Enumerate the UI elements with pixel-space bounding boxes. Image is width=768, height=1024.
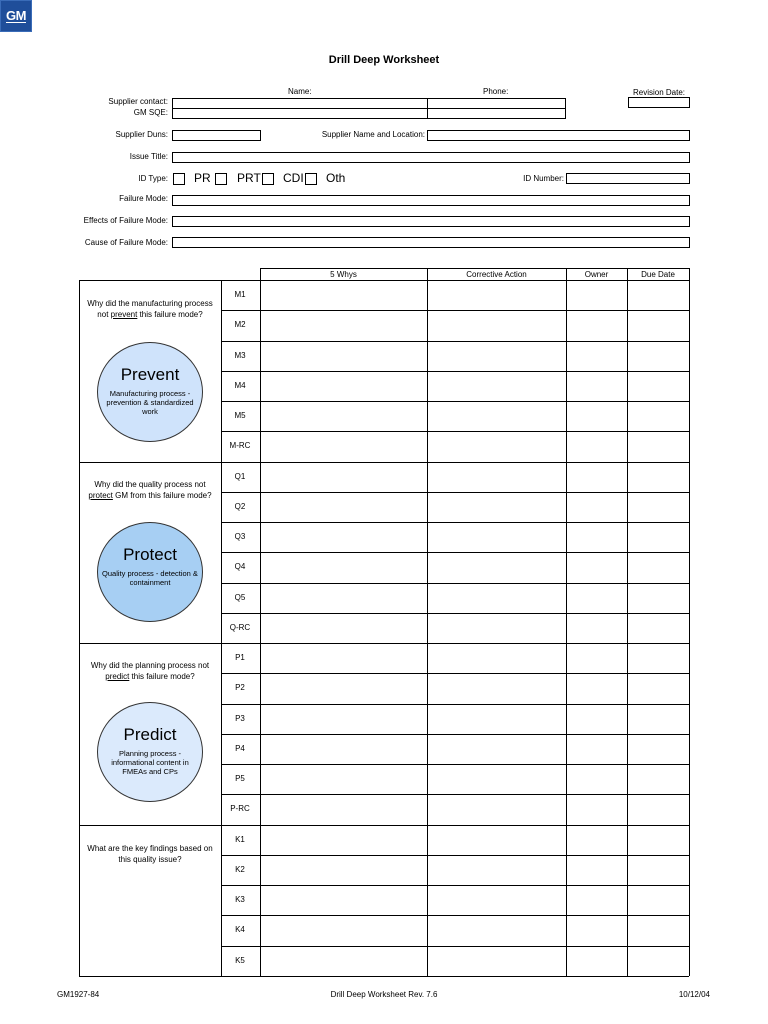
why-cell[interactable] <box>261 432 427 461</box>
row-label: Q-RC <box>229 622 251 632</box>
owner-cell[interactable] <box>567 674 627 703</box>
col-header-5-whys: 5 Whys <box>330 270 357 279</box>
failure-mode-label: Failure Mode: <box>119 194 168 203</box>
id-type-cdi-checkbox[interactable] <box>262 173 274 185</box>
due-date-cell[interactable] <box>628 493 689 522</box>
why-cell[interactable] <box>261 735 427 764</box>
owner-cell[interactable] <box>567 947 627 976</box>
id-type-prt-checkbox[interactable] <box>215 173 227 185</box>
row-label: K2 <box>235 864 245 874</box>
grid-header-top-line <box>260 268 689 269</box>
corrective-action-cell[interactable] <box>428 523 566 552</box>
prevent-question: Why did the manufacturing process not prevent this failure mode? <box>87 299 213 319</box>
cause-field[interactable] <box>172 237 690 248</box>
corrective-action-cell[interactable] <box>428 765 566 794</box>
due-date-cell[interactable] <box>628 644 689 673</box>
why-cell[interactable] <box>261 674 427 703</box>
due-date-cell[interactable] <box>628 886 689 915</box>
phone-label: Phone: <box>483 87 509 96</box>
id-type-pr-checkbox[interactable] <box>173 173 185 185</box>
owner-cell[interactable] <box>567 584 627 613</box>
due-date-cell[interactable] <box>628 795 689 824</box>
owner-cell[interactable] <box>567 523 627 552</box>
owner-cell[interactable] <box>567 795 627 824</box>
owner-cell[interactable] <box>567 765 627 794</box>
form-date: 10/12/04 <box>678 990 710 999</box>
row-label: K1 <box>235 834 245 844</box>
owner-cell[interactable] <box>567 886 627 915</box>
id-type-pr-label: PR <box>194 171 211 185</box>
corrective-action-cell[interactable] <box>428 432 566 461</box>
due-date-cell[interactable] <box>628 916 689 945</box>
why-cell[interactable] <box>261 947 427 976</box>
owner-cell[interactable] <box>567 826 627 855</box>
row-label: M2 <box>234 320 246 330</box>
gm-sqe-label: GM SQE: <box>133 108 168 117</box>
grid-right-line <box>689 268 690 976</box>
why-cell[interactable] <box>261 795 427 824</box>
grid-left-line <box>79 280 80 976</box>
form-number: GM1927-84 <box>57 990 100 999</box>
why-cell[interactable] <box>261 463 427 492</box>
form-revision: Drill Deep Worksheet Rev. 7.6 <box>330 990 438 999</box>
why-cell[interactable] <box>261 523 427 552</box>
why-cell[interactable] <box>261 826 427 855</box>
supplier-name-location-label: Supplier Name and Location: <box>321 130 425 139</box>
supplier-name-location-field[interactable] <box>427 130 690 141</box>
owner-cell[interactable] <box>567 735 627 764</box>
corrective-action-cell[interactable] <box>428 493 566 522</box>
due-date-cell[interactable] <box>628 523 689 552</box>
owner-cell[interactable] <box>567 705 627 734</box>
corrective-action-cell[interactable] <box>428 826 566 855</box>
why-cell[interactable] <box>261 402 427 431</box>
corrective-action-cell[interactable] <box>428 705 566 734</box>
corrective-action-cell[interactable] <box>428 916 566 945</box>
due-date-cell[interactable] <box>628 856 689 885</box>
section-divider-line <box>79 976 689 977</box>
owner-cell[interactable] <box>567 463 627 492</box>
id-type-oth-label: Oth <box>326 171 346 185</box>
supplier-duns-label: Supplier Duns: <box>115 130 168 139</box>
protect-circle <box>97 522 203 622</box>
revision-date-field[interactable] <box>628 97 690 108</box>
corrective-action-cell[interactable] <box>428 553 566 582</box>
corrective-action-cell[interactable] <box>428 947 566 976</box>
row-label: P1 <box>235 653 245 663</box>
protect-circle-text: Quality process - detection & containment <box>102 569 198 587</box>
col-header-due-date: Due Date <box>641 270 675 279</box>
name-label: Name: <box>288 87 312 96</box>
owner-cell[interactable] <box>567 281 627 310</box>
predict-circle-text: Planning process - informational content in FMEAs and CPs <box>111 749 189 776</box>
corrective-action-cell[interactable] <box>428 886 566 915</box>
why-cell[interactable] <box>261 614 427 643</box>
gm-sqe-phone-field[interactable] <box>427 108 566 119</box>
owner-cell[interactable] <box>567 372 627 401</box>
effects-field[interactable] <box>172 216 690 227</box>
why-cell[interactable] <box>261 584 427 613</box>
corrective-action-cell[interactable] <box>428 614 566 643</box>
owner-cell[interactable] <box>567 856 627 885</box>
corrective-action-cell[interactable] <box>428 463 566 492</box>
id-number-field[interactable] <box>566 173 690 184</box>
prevent-circle-title: Prevent <box>120 365 180 384</box>
revision-date-label: Revision Date: <box>633 88 686 97</box>
failure-mode-field[interactable] <box>172 195 690 206</box>
why-cell[interactable] <box>261 705 427 734</box>
corrective-action-cell[interactable] <box>428 342 566 371</box>
effects-label: Effects of Failure Mode: <box>83 216 168 225</box>
row-label: Q4 <box>234 562 246 572</box>
why-cell[interactable] <box>261 916 427 945</box>
why-cell[interactable] <box>261 493 427 522</box>
predict-circle-title: Predict <box>123 725 177 744</box>
row-label: P5 <box>235 774 245 784</box>
key-findings-question: What are the key findings based on this quality issue? <box>87 844 213 864</box>
row-label: M-RC <box>229 441 251 451</box>
owner-cell[interactable] <box>567 493 627 522</box>
row-label: Q3 <box>234 532 246 542</box>
due-date-cell[interactable] <box>628 463 689 492</box>
prevent-circle <box>97 342 203 442</box>
predict-circle <box>97 702 203 802</box>
due-date-cell[interactable] <box>628 705 689 734</box>
due-date-cell[interactable] <box>628 674 689 703</box>
why-cell[interactable] <box>261 856 427 885</box>
due-date-cell[interactable] <box>628 311 689 340</box>
why-cell[interactable] <box>261 886 427 915</box>
row-label: Q2 <box>234 501 246 511</box>
predict-question: Why did the planning process not predict this failure mode? <box>90 661 210 681</box>
owner-cell[interactable] <box>567 311 627 340</box>
row-label: P2 <box>235 683 245 693</box>
due-date-cell[interactable] <box>628 553 689 582</box>
row-label: Q5 <box>234 592 246 602</box>
id-number-label: ID Number: <box>523 174 564 183</box>
corrective-action-cell[interactable] <box>428 311 566 340</box>
corrective-action-cell[interactable] <box>428 402 566 431</box>
page-title: Drill Deep Worksheet <box>328 54 440 66</box>
due-date-cell[interactable] <box>628 826 689 855</box>
due-date-cell[interactable] <box>628 947 689 976</box>
owner-cell[interactable] <box>567 342 627 371</box>
owner-cell[interactable] <box>567 553 627 582</box>
due-date-cell[interactable] <box>628 432 689 461</box>
id-type-prt-label: PRT <box>237 171 261 185</box>
corrective-action-cell[interactable] <box>428 372 566 401</box>
gm-sqe-name-field[interactable] <box>172 108 428 119</box>
row-label: K3 <box>235 895 245 905</box>
owner-cell[interactable] <box>567 614 627 643</box>
supplier-duns-field[interactable] <box>172 130 261 141</box>
id-type-label: ID Type: <box>138 174 168 183</box>
corrective-action-cell[interactable] <box>428 735 566 764</box>
row-label: K4 <box>235 925 245 935</box>
row-label: P4 <box>235 743 245 753</box>
owner-cell[interactable] <box>567 402 627 431</box>
due-date-cell[interactable] <box>628 402 689 431</box>
why-cell[interactable] <box>261 553 427 582</box>
id-type-cdi-label: CDI <box>283 171 304 185</box>
supplier-contact-label: Supplier contact: <box>108 97 168 106</box>
prevent-circle-text: Manufacturing process - prevention & standardized work <box>106 389 194 416</box>
row-label: P-RC <box>230 804 250 814</box>
owner-cell[interactable] <box>567 916 627 945</box>
why-cell[interactable] <box>261 342 427 371</box>
row-label: M4 <box>234 380 246 390</box>
why-cell[interactable] <box>261 281 427 310</box>
due-date-cell[interactable] <box>628 372 689 401</box>
owner-cell[interactable] <box>567 644 627 673</box>
row-label: K5 <box>235 955 245 965</box>
issue-title-label: Issue Title: <box>129 152 168 161</box>
protect-question: Why did the quality process not protect GM from this failure mode? <box>88 480 212 500</box>
owner-cell[interactable] <box>567 432 627 461</box>
corrective-action-cell[interactable] <box>428 856 566 885</box>
due-date-cell[interactable] <box>628 765 689 794</box>
row-label: Q1 <box>234 471 246 481</box>
why-cell[interactable] <box>261 765 427 794</box>
due-date-cell[interactable] <box>628 614 689 643</box>
row-label: M3 <box>234 350 246 360</box>
why-cell[interactable] <box>261 644 427 673</box>
issue-title-field[interactable] <box>172 152 690 163</box>
protect-circle-title: Protect <box>123 545 177 564</box>
corrective-action-cell[interactable] <box>428 674 566 703</box>
col-header-owner: Owner <box>584 270 609 279</box>
col-header-corrective-action: Corrective Action <box>466 270 527 279</box>
corrective-action-cell[interactable] <box>428 584 566 613</box>
corrective-action-cell[interactable] <box>428 644 566 673</box>
corrective-action-cell[interactable] <box>428 281 566 310</box>
row-label: M5 <box>234 411 246 421</box>
cause-label: Cause of Failure Mode: <box>84 238 168 247</box>
due-date-cell[interactable] <box>628 735 689 764</box>
due-date-cell[interactable] <box>628 281 689 310</box>
why-cell[interactable] <box>261 311 427 340</box>
why-cell[interactable] <box>261 372 427 401</box>
id-type-oth-checkbox[interactable] <box>305 173 317 185</box>
due-date-cell[interactable] <box>628 342 689 371</box>
row-label: P3 <box>235 713 245 723</box>
corrective-action-cell[interactable] <box>428 795 566 824</box>
gm-logo: GM <box>0 0 32 32</box>
due-date-cell[interactable] <box>628 584 689 613</box>
row-label: M1 <box>234 290 246 300</box>
